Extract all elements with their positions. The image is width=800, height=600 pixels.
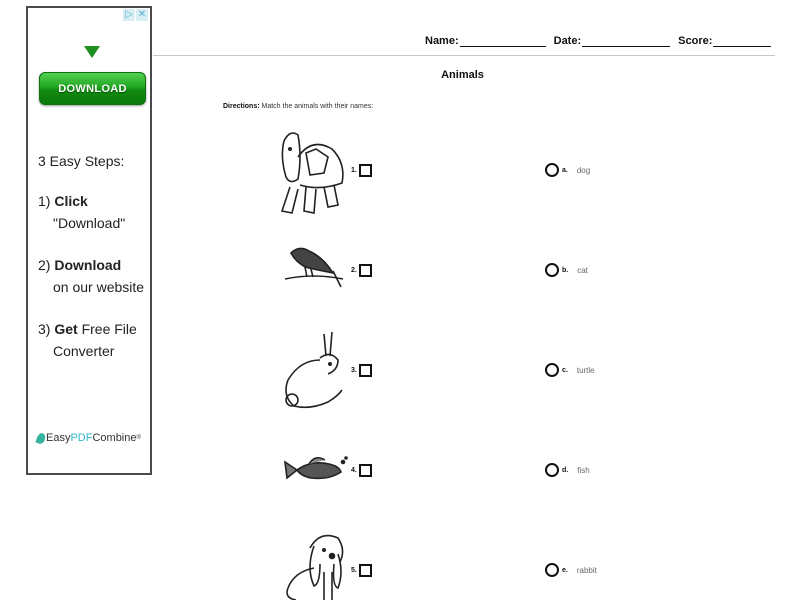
- logo-text-1: Easy: [46, 432, 71, 444]
- date-label: Date:: [553, 35, 582, 47]
- rabbit-image: [280, 330, 350, 412]
- bird-image: [283, 243, 349, 288]
- answer-circle[interactable]: [545, 563, 559, 577]
- answer-letter: e.: [562, 566, 568, 574]
- answer-word: rabbit: [576, 565, 597, 575]
- ad-step-3: [38, 318, 153, 362]
- worksheet-title: Animals: [441, 69, 484, 81]
- answer-word: dog: [576, 165, 591, 175]
- directions-text: Match the animals with their names:: [259, 103, 374, 110]
- answer-circle[interactable]: [545, 163, 559, 177]
- answer-d: [545, 463, 590, 477]
- answer-box[interactable]: [359, 564, 372, 577]
- answer-box[interactable]: [359, 464, 372, 477]
- step-number: 2): [38, 257, 51, 273]
- score-field: [678, 35, 771, 47]
- answer-letter: a.: [562, 166, 568, 174]
- question-4: [351, 464, 372, 477]
- answer-box[interactable]: [359, 164, 372, 177]
- question-number: 4.: [351, 467, 357, 474]
- logo-text-2: PDF: [70, 432, 93, 444]
- adchoices-icon[interactable]: ▷: [123, 9, 135, 21]
- turtle-image: [276, 127, 350, 217]
- worksheet-header-fields: [425, 35, 771, 47]
- step-sub: on our website: [53, 279, 145, 295]
- logo-text-3: Combine: [92, 432, 137, 444]
- answer-letter: d.: [562, 466, 569, 474]
- ad-step-1: [38, 190, 153, 234]
- directions-label: Directions:: [223, 103, 260, 110]
- close-ad-icon[interactable]: ✕: [137, 9, 147, 20]
- name-blank: [460, 35, 546, 47]
- answer-word: cat: [577, 265, 588, 275]
- ad-download-button[interactable]: DOWNLOAD: [39, 72, 146, 105]
- dog-image: [280, 528, 352, 600]
- answer-b: [545, 263, 588, 277]
- answer-word: fish: [577, 465, 590, 475]
- name-field: [425, 35, 546, 47]
- fish-image: [283, 452, 349, 486]
- score-label: Score:: [678, 35, 713, 47]
- question-5: [351, 564, 372, 577]
- step-bold: Get: [54, 321, 78, 337]
- ad-steps: [38, 150, 153, 382]
- step-sub: "Download": [53, 215, 126, 231]
- directions: [223, 103, 373, 110]
- logo-mark: ®: [136, 435, 141, 441]
- answer-c: [545, 363, 595, 377]
- leaf-icon: [35, 431, 46, 444]
- answer-word: turtle: [576, 365, 595, 375]
- answer-letter: c.: [562, 366, 568, 374]
- question-number: 3.: [351, 367, 357, 374]
- answer-a: [545, 163, 590, 177]
- question-number: 1.: [351, 167, 357, 174]
- ad-step-2: [38, 254, 153, 298]
- question-1: [351, 164, 372, 177]
- step-number: 3): [38, 321, 51, 337]
- header-divider: [153, 55, 775, 56]
- ad-choices: [123, 9, 148, 21]
- score-blank: [713, 35, 771, 47]
- question-3: [351, 364, 372, 377]
- answer-e: [545, 563, 597, 577]
- answer-circle[interactable]: [545, 363, 559, 377]
- question-number: 2.: [351, 267, 357, 274]
- step-rest: Free File: [77, 321, 137, 337]
- question-2: [351, 264, 372, 277]
- step-bold: Click: [54, 193, 88, 209]
- answer-box[interactable]: [359, 364, 372, 377]
- step-number: 1): [38, 193, 51, 209]
- question-number: 5.: [351, 567, 357, 574]
- answer-box[interactable]: [359, 264, 372, 277]
- step-sub: Converter: [53, 343, 115, 359]
- answer-circle[interactable]: [545, 463, 559, 477]
- date-blank: [582, 35, 670, 47]
- answer-letter: b.: [562, 266, 569, 274]
- easypdfcombine-logo[interactable]: [37, 432, 141, 444]
- answer-circle[interactable]: [545, 263, 559, 277]
- step-bold: Download: [54, 257, 122, 273]
- ad-steps-heading: 3 Easy Steps:: [38, 153, 125, 169]
- down-arrow-icon: [84, 46, 100, 58]
- name-label: Name:: [425, 35, 459, 47]
- date-field: [554, 35, 671, 47]
